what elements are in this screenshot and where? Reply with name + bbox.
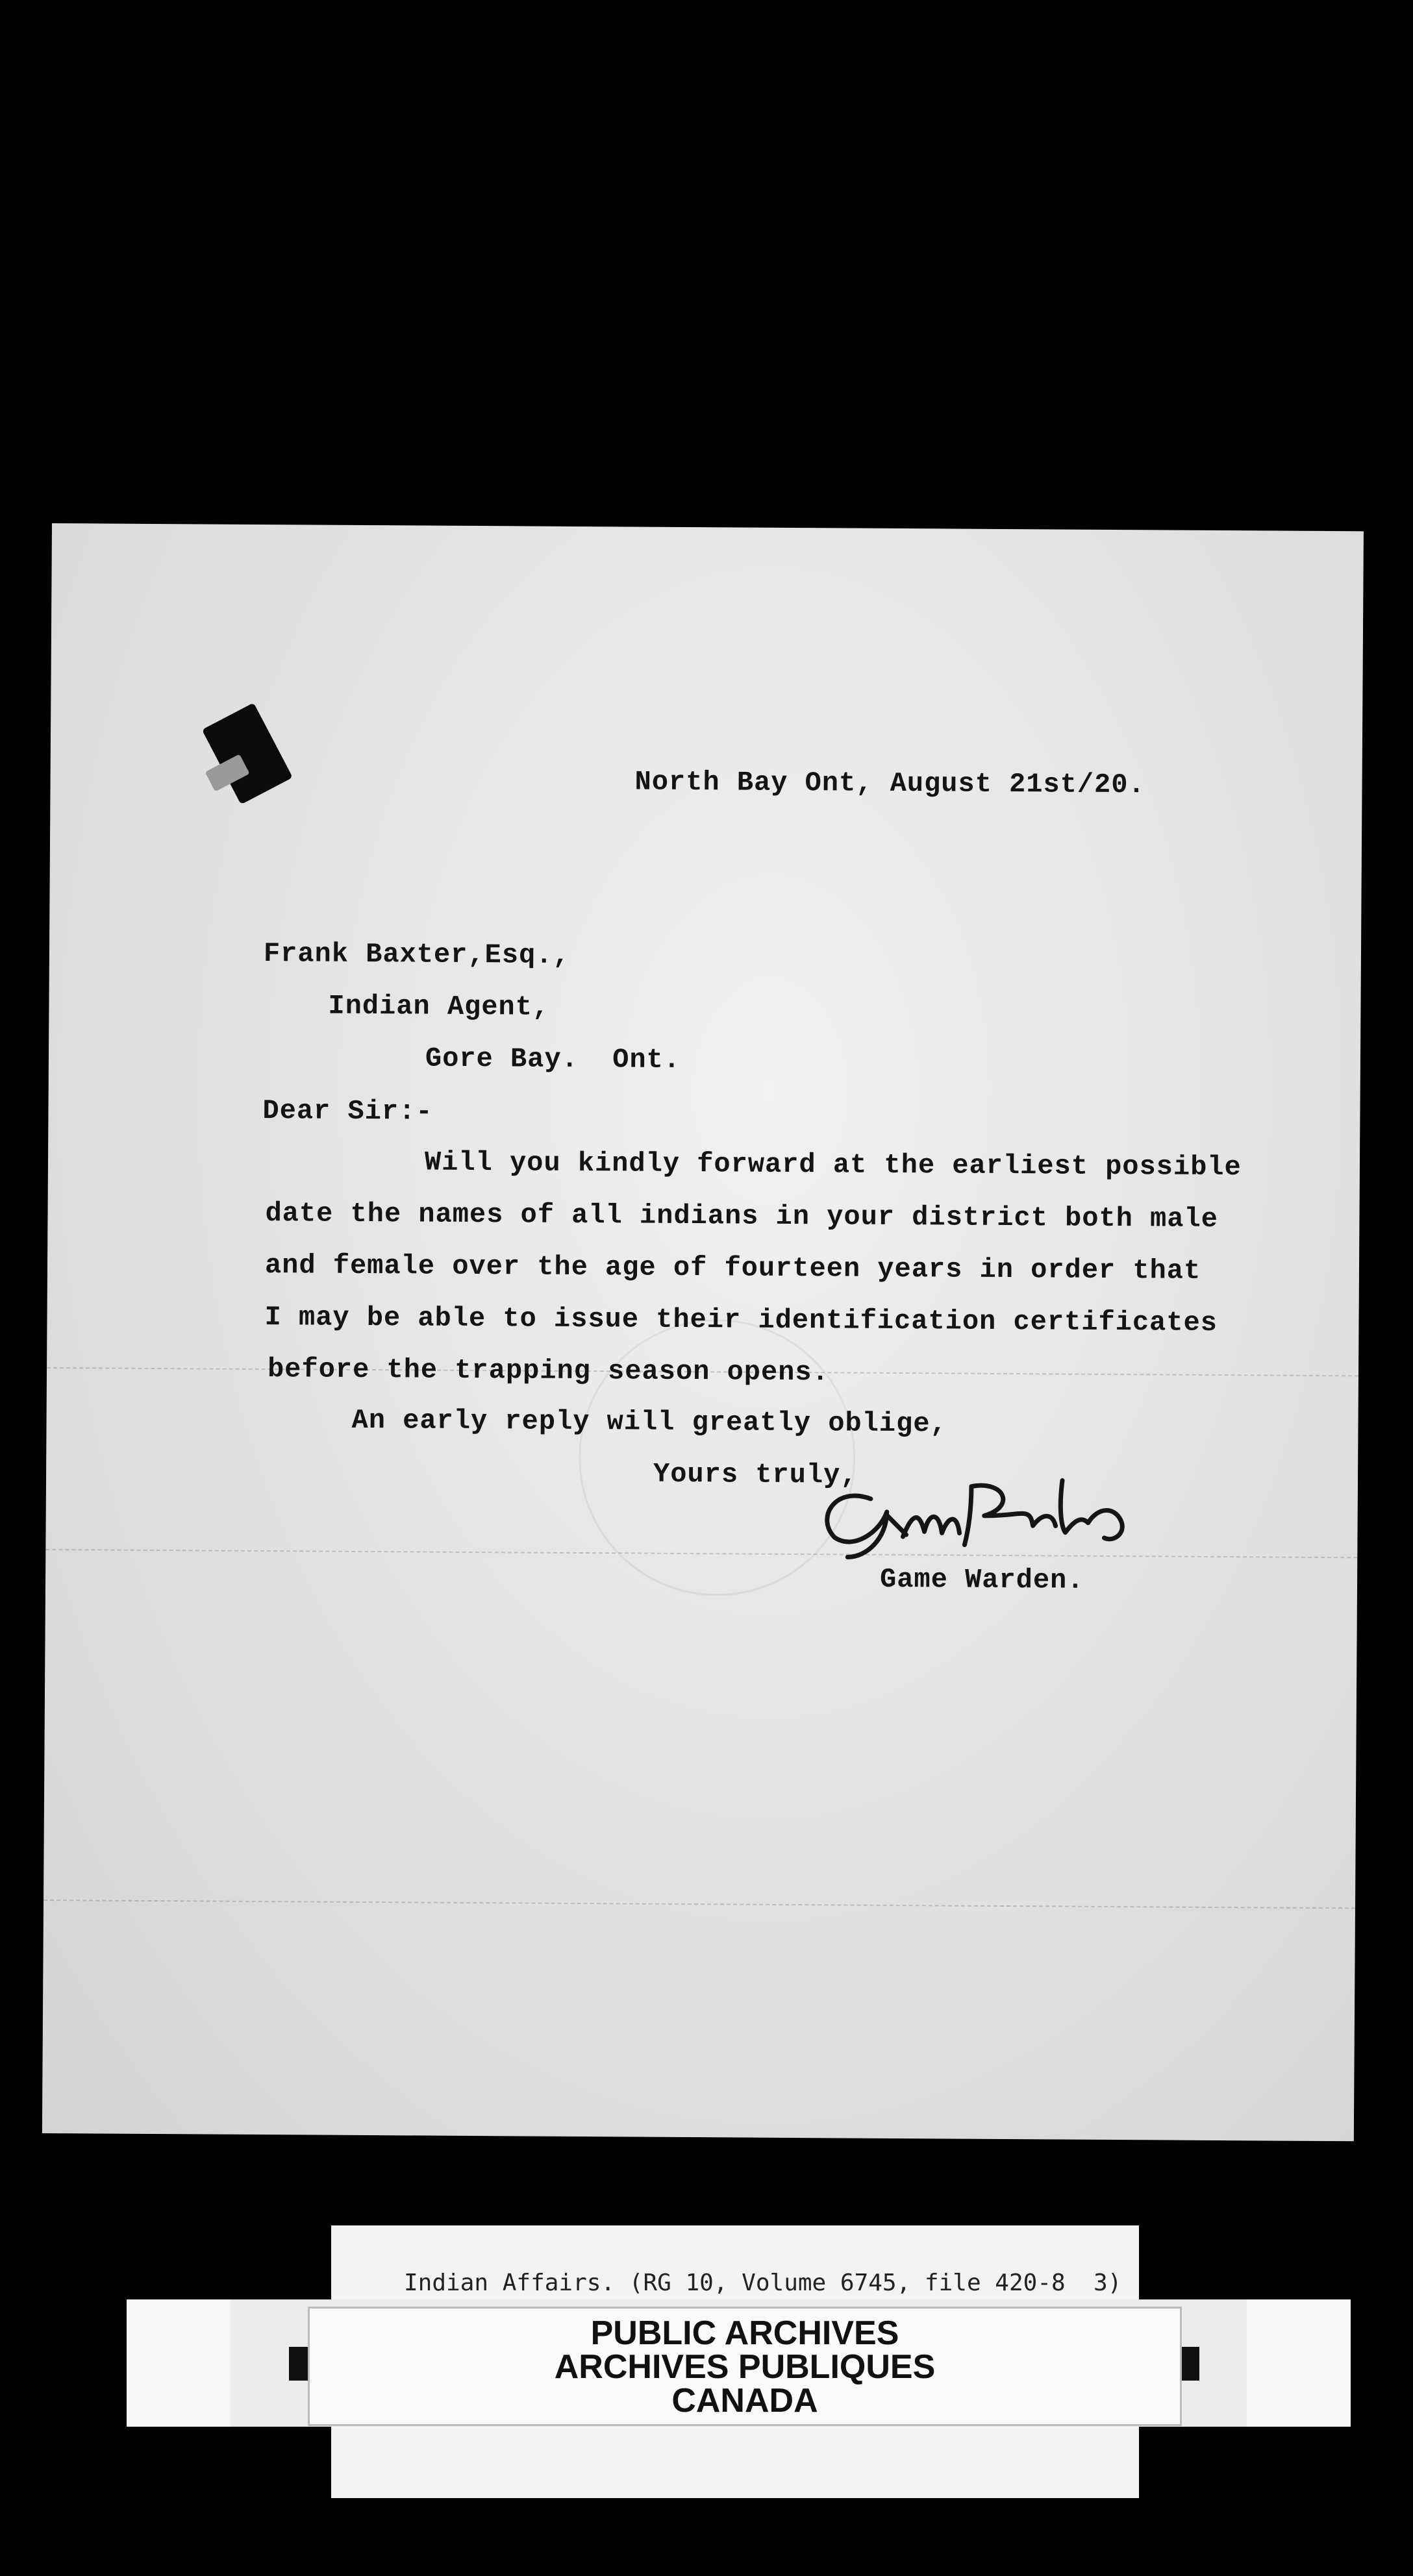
recipient-title: Indian Agent, <box>328 990 550 1023</box>
archive-reference: Indian Affairs. (RG 10, Volume 6745, file 420-8 3) <box>404 2270 1122 2296</box>
handwritten-signature <box>808 1459 1140 1565</box>
body-line: date the names of all indians in your district both male <box>265 1198 1219 1235</box>
body-line: before the trapping season opens. <box>267 1354 829 1389</box>
archive-stamp <box>308 2307 1182 2426</box>
archive-stamp-line-3: CANADA <box>671 2382 818 2420</box>
closing-line: An early reply will greatly oblige, <box>351 1404 947 1440</box>
body-line: and female over the age of fourteen years in order that <box>264 1250 1201 1287</box>
dateline: North Bay Ont, August 21st/20. <box>634 766 1145 801</box>
valediction: Yours truly, <box>653 1458 858 1491</box>
paper-clip-icon <box>202 702 293 804</box>
label-tab <box>127 2299 231 2427</box>
salutation: Dear Sir:- <box>262 1095 433 1128</box>
letter-sheet <box>42 523 1364 2141</box>
archive-stamp-line-1: PUBLIC ARCHIVES <box>590 2314 899 2352</box>
fold-line <box>44 1900 1355 1910</box>
signer-title: Game Warden. <box>879 1563 1084 1596</box>
recipient-location: Gore Bay. Ont. <box>425 1043 681 1076</box>
hinge-icon <box>289 2347 310 2381</box>
body-line: Will you kindly forward at the earliest possible <box>424 1146 1242 1183</box>
recipient-name: Frank Baxter,Esq., <box>263 938 570 971</box>
label-tab <box>1247 2299 1351 2427</box>
archive-stamp-line-2: ARCHIVES PUBLIQUES <box>554 2348 936 2386</box>
body-line: I may be able to issue their identification certificates <box>264 1302 1218 1339</box>
